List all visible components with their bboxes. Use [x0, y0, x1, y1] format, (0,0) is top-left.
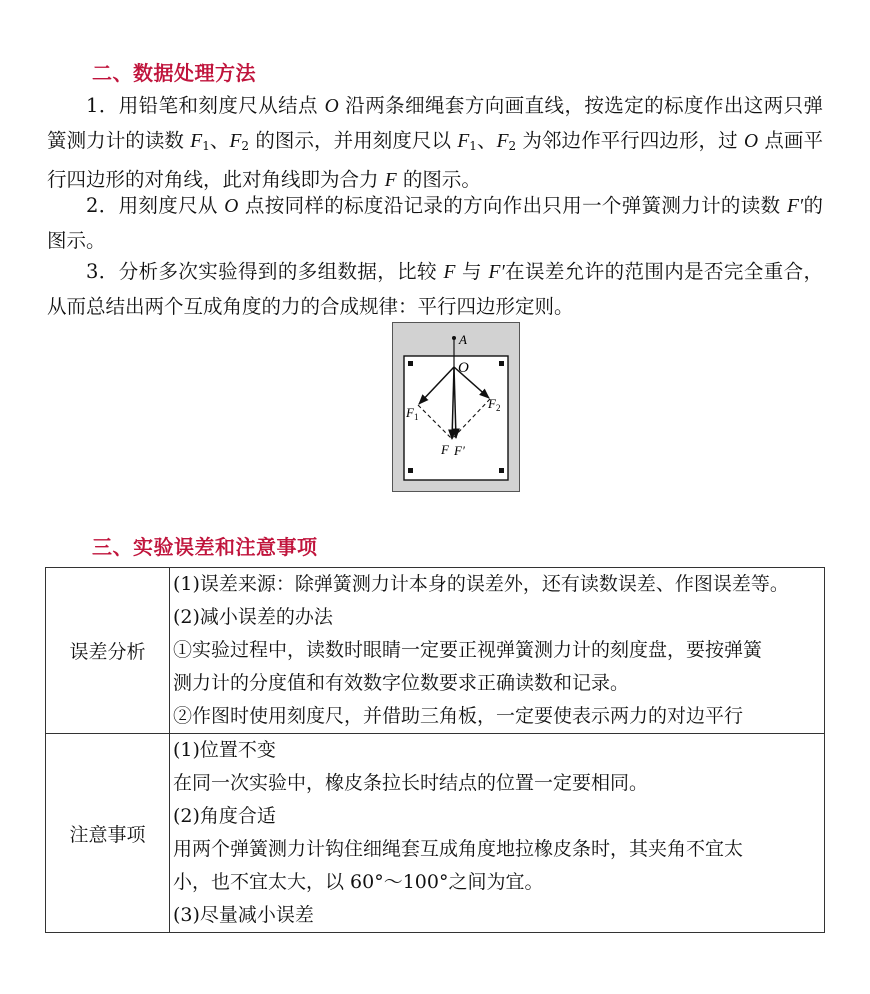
table-row	[46, 734, 825, 933]
content-line: 用两个弹簧测力计钩住细绳套互成角度地拉橡皮条时，其夹角不宜太	[173, 838, 744, 860]
pin-top-left	[408, 361, 413, 366]
label-o: O	[458, 360, 469, 376]
section-heading-data-processing: 二、数据处理方法	[92, 61, 256, 85]
errors-notes-table	[45, 567, 825, 933]
label-f2-sub: 2	[496, 403, 501, 413]
paragraph-step-3: 3．分析多次实验得到的多组数据，比较 F 与 F′在误差允许的范围内是否完全重合，从而总结出两个互成角度的力的合成规律：平行四边形定则。	[47, 260, 823, 318]
content-line: ②作图时使用刻度尺，并借助三角板，一定要使表示两力的对边平行	[173, 705, 744, 727]
paragraph-step-2: 2．用刻度尺从 O 点按同样的标度沿记录的方向作出只用一个弹簧测力计的读数 F′的图示。	[47, 194, 823, 252]
row-category: 误差分析	[46, 568, 170, 734]
label-f: F	[441, 442, 449, 457]
content-line: 在同一次实验中，橡皮条拉长时结点的位置一定要相同。	[173, 772, 649, 794]
row-category: 注意事项	[46, 734, 170, 933]
pin-bottom-right	[499, 468, 504, 473]
label-f1: F	[406, 405, 414, 420]
pin-bottom-left	[408, 468, 413, 473]
paragraph-step-1: 1．用铅笔和刻度尺从结点 O 沿两条细绳套方向画直线，按选定的标度作出这两只弹簧测力计的读数 $F_1$、$F_2$ 的图示，并用刻度尺以 $F_1$、$F_2$ 为邻边作平行四边形，过 O 点画平行四边形的对角线，此对角线即为合力 F 的图示。	[47, 94, 824, 191]
label-a: A	[459, 332, 467, 347]
content-line: (2)减小误差的办法	[173, 606, 333, 628]
content-line: 小，也不宜太大，以 60°～100°之间为宜。	[173, 871, 544, 893]
force-diagram	[392, 322, 520, 492]
content-line: (2)角度合适	[173, 805, 276, 827]
table-row	[46, 568, 825, 734]
content-line: 测力计的分度值和有效数字位数要求正确读数和记录。	[173, 672, 630, 694]
label-f1-sub: 1	[414, 412, 419, 422]
content-line: ①实验过程中，读数时眼睛一定要正视弹簧测力计的刻度盘，要按弹簧	[173, 639, 763, 661]
content-line: (1)误差来源：除弹簧测力计本身的误差外，还有读数误差、作图误差等。	[173, 573, 789, 595]
row-content	[170, 734, 825, 933]
content-line: (3)尽量减小误差	[173, 904, 314, 926]
pin-top-right	[499, 361, 504, 366]
section-heading-errors-notes: 三、实验误差和注意事项	[92, 535, 318, 559]
content-line: (1)位置不变	[173, 739, 276, 761]
label-f-prime: F′	[454, 443, 465, 458]
label-f2: F	[488, 396, 496, 411]
row-content	[170, 568, 825, 734]
